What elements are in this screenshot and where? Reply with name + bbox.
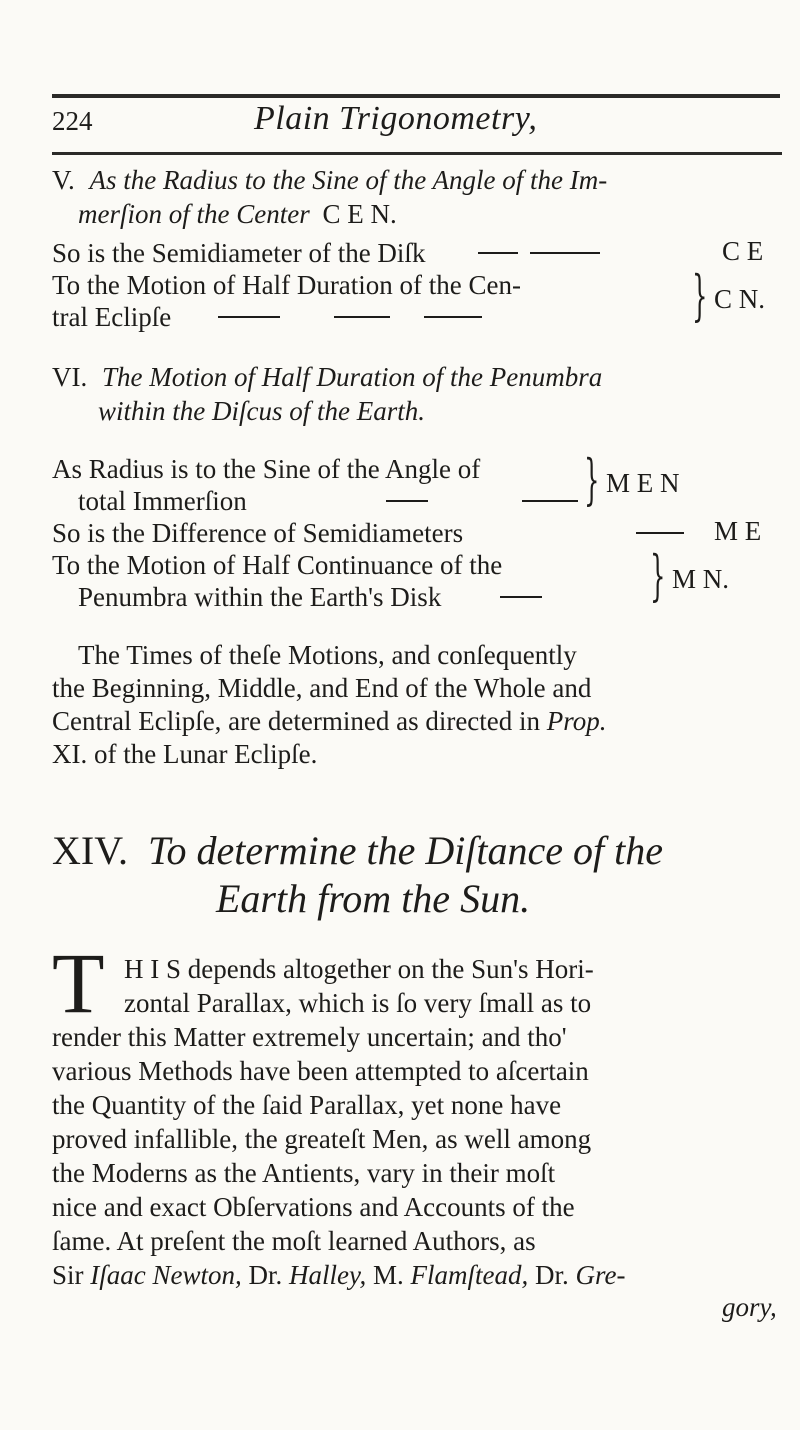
- closing-line1: The Times of theſe Motions, and conſequently: [78, 640, 577, 670]
- right-brace: }: [650, 544, 666, 607]
- body-line5: the Quantity of the ſaid Parallax, yet none have: [52, 1090, 562, 1120]
- item-vi-heading-line1: VI. The Motion of Half Duration of the Penumbra: [52, 362, 603, 392]
- section-xiv-title-line2: Earth from the Sun.: [216, 876, 531, 921]
- item-vi-line2: total Immerſion: [78, 486, 247, 516]
- item-v-heading-line1: V. As the Radius to the Sine of the Angle of the Im-: [52, 165, 608, 195]
- leader-dash: [334, 316, 390, 318]
- leader-dash: [530, 252, 600, 254]
- drop-cap: T: [52, 935, 105, 1031]
- item-v-line1: So is the Semidiameter of the Diſk: [52, 238, 426, 268]
- catchword: gory,: [722, 1292, 777, 1322]
- leader-dash: [478, 252, 518, 254]
- body-line10: Sir Iſaac Newton, Dr. Halley, M. Flamſtead, Dr. Gre-: [52, 1260, 626, 1290]
- body-line2: zontal Parallax, which is ſo very ſmall as to: [124, 988, 592, 1018]
- item-v-line3: tral Eclipſe: [52, 302, 172, 332]
- leader-dash: [522, 500, 578, 502]
- section-xiv-label: XIV.: [52, 828, 128, 873]
- top-edge-rule: [52, 94, 780, 98]
- right-brace: }: [584, 448, 600, 511]
- header-rule: [52, 152, 782, 155]
- item-vi-line4: To the Motion of Half Continuance of the: [52, 550, 503, 580]
- section-xiv-title-line1: XIV. To determine the Diſtance of the: [52, 828, 664, 873]
- right-brace: }: [692, 264, 708, 327]
- body-line9: ſame. At preſent the moſt learned Authors, as: [52, 1226, 536, 1256]
- item-vi-heading-line2: within the Diſcus of the Earth.: [98, 396, 425, 426]
- body-line7: the Moderns as the Antients, vary in their moſt: [52, 1158, 556, 1188]
- leader-dash: [386, 500, 428, 502]
- item-vi-line1: As Radius is to the Sine of the Angle of: [52, 454, 481, 484]
- running-title: Plain Trigonometry,: [254, 100, 538, 137]
- item-vi-line45-value: M N.: [672, 564, 730, 594]
- leader-dash: [500, 596, 542, 598]
- item-vi-line5: Penumbra within the Earth's Disk: [78, 582, 442, 612]
- item-vi-line12-value: M E N: [606, 468, 680, 498]
- item-v-line23-value: C N.: [714, 284, 766, 314]
- closing-line3: Central Eclipſe, are determined as directed in Prop.: [52, 706, 607, 736]
- item-vi-line3: So is the Difference of Semidiameters: [52, 518, 464, 548]
- leader-dash: [424, 316, 482, 318]
- page-number: 224: [52, 106, 93, 136]
- item-v-heading-line2: merſion of the Center C E N.: [78, 199, 397, 229]
- closing-line4: XI. of the Lunar Eclipſe.: [52, 739, 318, 769]
- leader-dash: [218, 316, 280, 318]
- item-vi-line3-value: M E: [714, 516, 762, 546]
- body-line4: various Methods have been attempted to aſcertain: [52, 1056, 589, 1086]
- item-v-label: V.: [52, 165, 75, 195]
- closing-line2: the Beginning, Middle, and End of the Whole and: [52, 673, 592, 703]
- body-line6: proved infallible, the greateſt Men, as well among: [52, 1124, 592, 1154]
- leader-dash: [636, 532, 684, 534]
- body-line1: H I S depends altogether on the Sun's Hori-: [124, 954, 594, 984]
- item-v-line2: To the Motion of Half Duration of the Cen-: [52, 270, 522, 300]
- item-vi-label: VI.: [52, 362, 88, 392]
- body-line8: nice and exact Obſervations and Accounts of the: [52, 1192, 575, 1222]
- body-line3: render this Matter extremely uncertain; and tho': [52, 1022, 567, 1052]
- item-v-line1-value: C E: [722, 236, 764, 266]
